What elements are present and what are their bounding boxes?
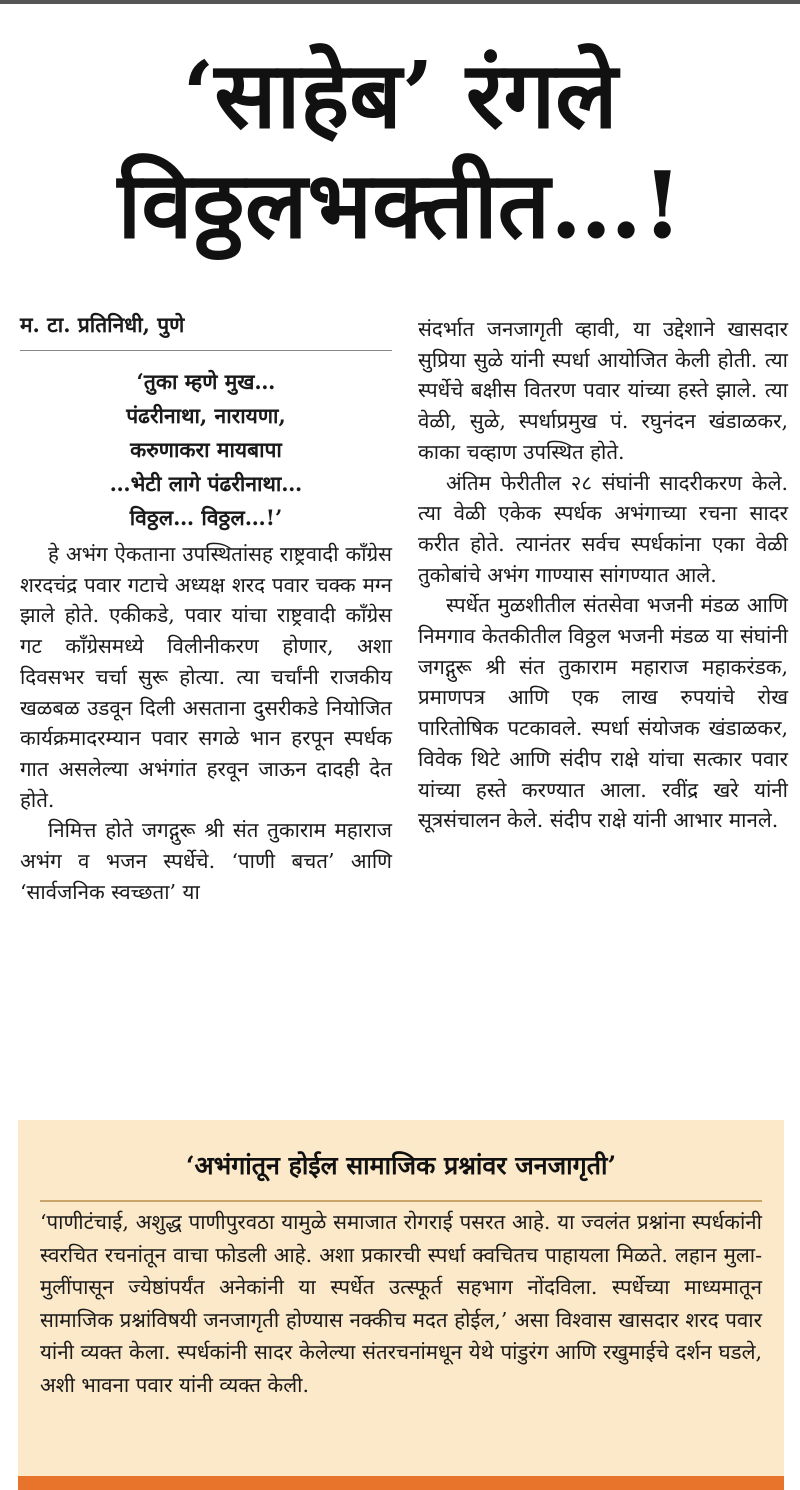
- quote-line: …भेटी लागे पंढरीनाथा…: [109, 471, 303, 496]
- quote-line: पंढरीनाथा, नारायणा,: [126, 403, 286, 428]
- headline-line-1: ‘साहेब’ रंगले: [182, 41, 618, 149]
- article-paragraph: हे अभंग ऐकताना उपस्थितांसह राष्ट्रवादी काँग्रेस शरदचंद्र पवार गटाचे अध्यक्ष शरद पवार चक्क मग्न झाले होते. एकीकडे, पवार यांचा राष्ट्रवादी काँग्रेस गट काँग्रेसमध्ये विलीनीकरण होणार, अशा दिवसभर चर्चा सुरू होत्या. त्या चर्चांनी राजकीय खळबळ उडवून दिली असताना दुसरीकडे नियोजित कार्यक्रमादरम्यान पवार सगळे भान हरपून स्पर्धक गात असलेल्या अभंगांत हरवून जाऊन दादही देत होते.: [20, 542, 392, 812]
- quote-line: ‘तुका म्हणे मुख…: [136, 369, 276, 394]
- article-headline: [30, 40, 770, 260]
- article-paragraph: स्पर्धेत मुळशीतील संतसेवा भजनी मंडळ आणि निमगाव केतकीतील विठ्ठल भजनी मंडळ या संघांनी जगद्गुरू श्री संत तुकाराम महाराज महाकरंडक, प्रमाणपत्र आणि एक लाख रुपयांचे रोख पारितोषिक पटकावले. स्पर्धा संयोजक खंडाळकर, विवेक थिटे आणि संदीप राक्षे यांचा सत्कार पवार यांच्या हस्ते करण्यात आला. रवींद्र खरे यांनी सूत्रसंचालन केले. संदीप राक्षे यांनी आभार मानले.: [418, 593, 788, 833]
- quote-line: करुणाकरा मायबापा: [130, 437, 282, 462]
- highlight-box: [18, 1120, 784, 1476]
- highlight-box-divider: [40, 1200, 762, 1202]
- headline-line-2: विठ्ठलभक्तीत…!: [117, 151, 683, 259]
- article-column-right: [418, 314, 788, 836]
- quote-line: विठ्ठल… विठ्ठल…!’: [129, 505, 283, 530]
- article-paragraph: निमित्त होते जगद्गुरू श्री संत तुकाराम महाराज अभंग व भजन स्पर्धेचे. ‘पाणी बचत’ आणि ‘सार्वजनिक स्वच्छता’ या: [20, 818, 392, 904]
- article-paragraph: अंतिम फेरीतील २८ संघांनी सादरीकरण केले. त्या वेळी एकेक स्पर्धक अभंगाच्या रचना सादर करीत होते. त्यानंतर सर्वच स्पर्धकांना एका वेळी तुकोबांचे अभंग गाण्यास सांगण्यात आले.: [418, 470, 788, 587]
- bottom-accent-bar: [18, 1476, 784, 1490]
- highlight-box-text: ‘पाणीटंचाई, अशुद्ध पाणीपुरवठा यामुळे समाजात रोगराई पसरत आहे. या ज्वलंत प्रश्नांना स्पर्धकांनी स्वरचित रचनांतून वाचा फोडली आहे. अशा प्रकारची स्पर्धा क्वचितच पाहायला मिळते. लहान मुला-मुलींपासून ज्येष्ठांपर्यंत अनेकांनी या स्पर्धेत उत्स्फूर्त सहभाग नोंदविला. स्पर्धेच्या माध्यमातून सामाजिक प्रश्नांविषयी जनजागृती होण्यास नक्कीच मदत होईल,’ असा विश्वास खासदार शरद पवार यांनी व्यक्त केला. स्पर्धकांनी सादर केलेल्या संतरचनांमधून येथे पांडुरंग आणि रखुमाईचे दर्शन घडले, अशी भावना पवार यांनी व्यक्त केली.: [40, 1210, 762, 1397]
- highlight-box-title: ‘अभंगांतून होईल सामाजिक प्रश्नांवर जनजागृती’: [185, 1151, 617, 1180]
- article-column-left: [20, 310, 392, 907]
- byline: म. टा. प्रतिनिधी, पुणे: [20, 310, 392, 351]
- abhang-quote: [20, 365, 392, 535]
- article-paragraph: संदर्भात जनजागृती व्हावी, या उद्देशाने खासदार सुप्रिया सुळे यांनी स्पर्धा आयोजित केली होती. त्या स्पर्धेचे बक्षीस वितरण पवार यांच्या हस्ते झाले. त्या वेळी, सुळे, स्पर्धाप्रमुख पं. रघुनंदन खंडाळकर, काका चव्हाण उपस्थित होते.: [418, 317, 788, 464]
- top-border-line: [0, 0, 800, 4]
